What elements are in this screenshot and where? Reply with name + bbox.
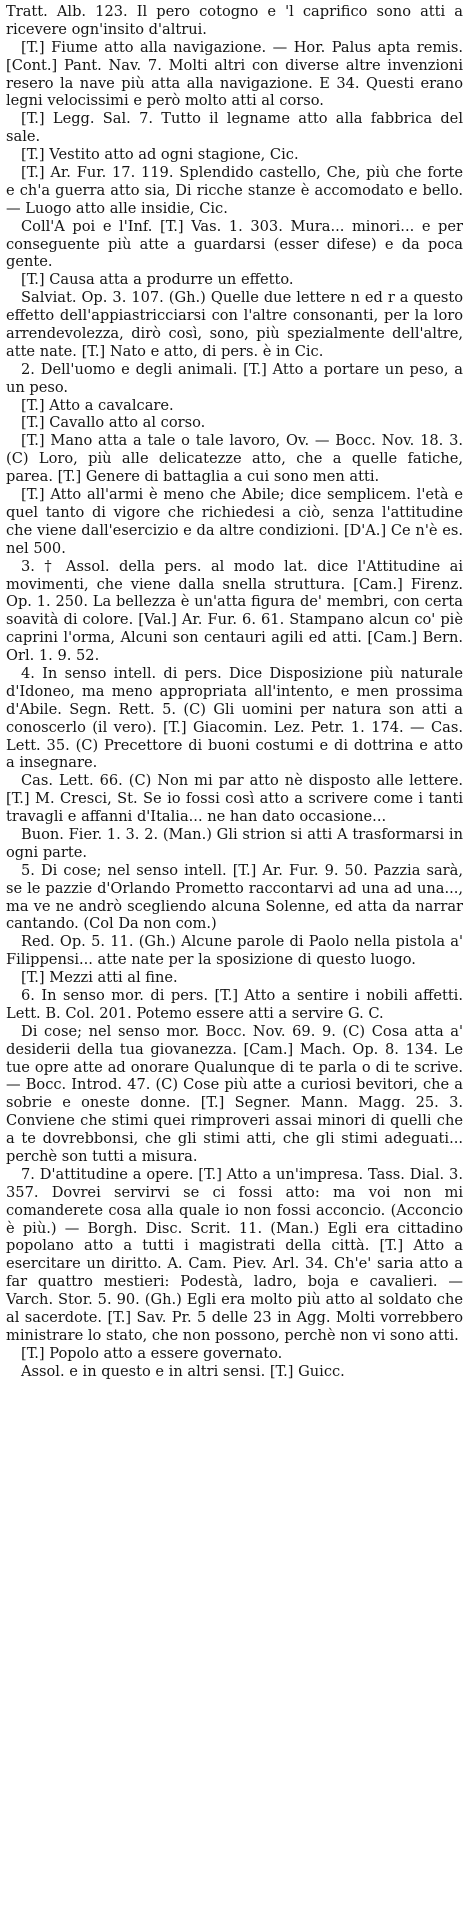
paragraph-cas-lett: Cas. Lett. 66. (C) Non mi par atto nè disposto alle lettere. [T.] M. Cresci, St. Se io fossi così atto a scrivere come i tanti travagli e affanni d'Italia... ne han dato occasione...	[6, 772, 463, 826]
paragraph-vestito: [T.] Vestito atto ad ogni stagione, Cic.	[21, 146, 299, 164]
paragraph-causa-atta: [T.] Causa atta a produrre un effetto.	[21, 271, 294, 289]
paragraph-mano-atta: [T.] Mano atta a tale o tale lavoro, Ov. — Bocc. Nov. 18. 3. (C) Loro, più alle delicatezze atto, che a quelle fatiche, parea. [T.] Genere di battaglia a cui sono men atti.	[6, 432, 463, 486]
section-6-senso-mor: 6. In senso mor. di pers. [T.] Atto a sentire i nobili affetti. Lett. B. Col. 201. Potemo essere atti a servire G. C.	[6, 986, 463, 1022]
paragraph-cavalcare: [T.] Atto a cavalcare.	[21, 396, 174, 414]
section-4-senso-intell: 4. In senso intell. di pers. Dice Disposizione più naturale d'Idoneo, ma meno appropriata all'intento, e men prossima d'Abile. Segn. Rett. 5. (C) Gli uomini per natura son atti a conoscerlo (il vero). [T.] Giacomin. Lez. Petr. 1. 174. — Cas. Lett. 35. (C) Precettore di buoni costumi e di dottrina e atto a insegnare.	[6, 664, 463, 772]
section-3-assol: 3. † Assol. della pers. al modo lat. dice l'Attitudine ai movimenti, che viene dalla snella struttura. [Cam.] Firenz. Op. 1. 250. La bellezza è un'atta figura de' membri, con certa soavità di colore. [Val.] Ar. Fur. 6. 61. Stampano alcun co' piè caprini l'orma, Alcuni son centauri agili ed atti. [Cam.] Bern. Orl. 1. 9. 52.	[6, 557, 463, 665]
paragraph-red-op: Red. Op. 5. 11. (Gh.) Alcune parole di Paolo nella pistola a' Filippensi... atte nate per la sposizione di questo luogo.	[6, 933, 463, 969]
section-7-attitudine: 7. D'attitudine a opere. [T.] Atto a un'impresa. Tass. Dial. 3. 357. Dovrei servirvi se ci fossi atto: ma voi non mi comanderete cosa alla quale io non fossi acconcio. (Acconcio è più.) — Borgh. Disc. Scrit. 11. (Man.) Egli era cittadino popolano atto a tutti i magistrati della città. [T.] Atto a esercitare un diritto. A. Cam. Piev. Arl. 34. Ch'e' saria atto a far quattro mestieri: Podestà, ladro, boja e cavalieri. — Varch. Stor. 5. 90. (Gh.) Egli era molto più atto al soldato che al sacerdote. [T.] Sav. Pr. 5 delle 23 in Agg. Molti vorrebbero ministrare lo stato, che non possono, perchè non vi sono atti.	[6, 1165, 463, 1344]
paragraph-castello: [T.] Ar. Fur. 17. 119. Splendido castello, Che, più che forte e ch'a guerra atto sia, Di ricche stanze è accomodato e bello. — Luogo atto alle insidie, Cic.	[6, 164, 463, 217]
paragraph-cavallo: [T.] Cavallo atto al corso.	[21, 414, 206, 432]
paragraph-salviat: Salviat. Op. 3. 107. (Gh.) Quelle due lettere n ed r a questo effetto dell'appiastricciarsi con l'altre consonanti, per la loro arrendevolezza, dirò così, sono, più spezialmente dell'altre, atte nate. [T.] Nato e atto, di pers. è in Cic.	[6, 289, 463, 360]
section-2-uomo-animali: 2. Dell'uomo e degli animali. [T.] Atto a portare un peso, a un peso.	[6, 360, 463, 396]
section-5-di-cose: 5. Di cose; nel senso intell. [T.] Ar. Fur. 9. 50. Pazzia sarà, se le pazzie d'Orlando Prometto raccontarvi ad una ad una..., ma ve ne andrò scegliendo alcuna Solenne, ed atta da narrar cantando. (Col Da non com.)	[6, 861, 463, 933]
paragraph-legname: [T.] Legg. Sal. 7. Tutto il legname atto alla fabbrica del sale.	[6, 110, 463, 146]
paragraph-tratt-alb: Tratt. Alb. 123. Il pero cotogno e 'l caprifico sono atti a ricevere ogn'insito d'altrui.	[6, 3, 463, 38]
paragraph-di-cose-mor: Di cose; nel senso mor. Bocc. Nov. 69. 9. (C) Cosa atta a' desiderii della tua giovanezza. [Cam.] Mach. Op. 8. 134. Le tue opre atte ad onorare Qualunque di te parla o di te scrive. — Bocc. Introd. 47. (C) Cose più atte a curiosi bevitori, che a sobrie e oneste donne. [T.] Segner. Mann. Magg. 25. 3. Conviene che stimi quei rimproveri assai minori di quelli che a te dovrebbonsi, che gli stimi atti, che gli stimi adeguati... perchè son tutti a misura.	[6, 1022, 463, 1165]
paragraph-coll-a-poi: Coll'A poi e l'Inf. [T.] Vas. 1. 303. Mura... minori... e per conseguente più atte a guardarsi (esser difese) e da poca gente.	[6, 217, 463, 271]
paragraph-mezzi: [T.] Mezzi atti al fine.	[21, 969, 178, 987]
paragraph-assol-final: Assol. e in questo e in altri sensi. [T.] Guicc.	[21, 1362, 345, 1380]
paragraph-popolo: [T.] Popolo atto a essere governato.	[21, 1344, 283, 1362]
paragraph-atto-armi: [T.] Atto all'armi è meno che Abile; dice semplicem. l'età e quel tanto di vigore che richiedesi a ciò, senza l'attitudine che viene dall'esercizio e da altre condizioni. [D'A.] Ce n'è es. nel 500.	[6, 486, 463, 557]
paragraph-buon-fier: Buon. Fier. 1. 3. 2. (Man.) Gli strion si atti A trasformarsi in ogni parte.	[6, 825, 463, 861]
paragraph-navigazione: [T.] Fiume atto alla navigazione. — Hor. Palus apta remis. [Cont.] Pant. Nav. 7. Molti altri con diverse altre invenzioni resero la nave più atta alla navigazione. E 34. Questi erano legni velocissimi e però molto atti al corso.	[6, 38, 463, 110]
